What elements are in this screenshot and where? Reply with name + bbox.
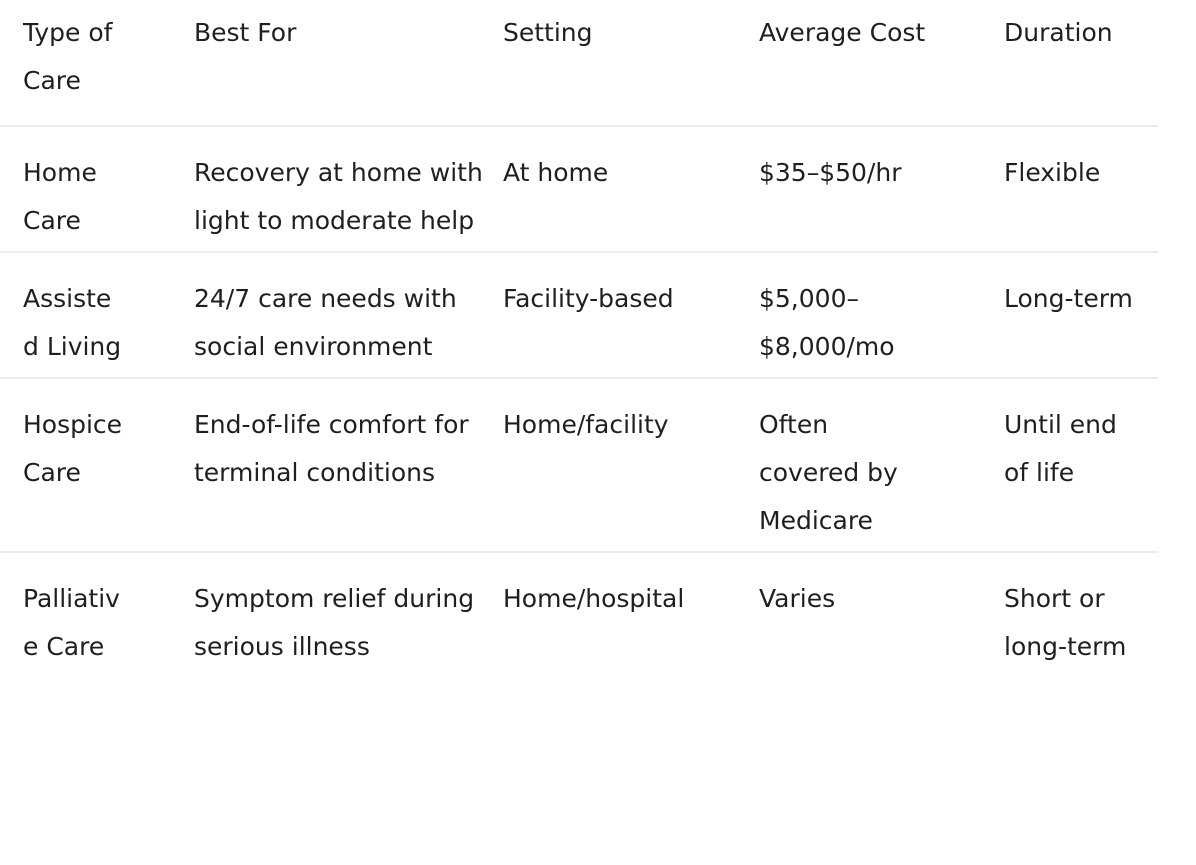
cell-average-cost: $35–$50/hr <box>759 158 902 187</box>
cell-best-for: Symptom relief during serious illness <box>194 584 475 661</box>
cell-duration: Until end of life <box>1004 410 1117 487</box>
cell-setting: Home/facility <box>503 410 669 439</box>
header-row <box>0 0 1158 126</box>
cell-setting: At home <box>503 158 609 187</box>
table-row <box>0 252 1158 378</box>
table-row <box>0 378 1158 552</box>
cell-type: Assisted Living <box>23 284 122 361</box>
cell-duration: Long-term <box>1004 284 1133 313</box>
cell-type: Palliative Care <box>23 584 120 661</box>
table-row <box>0 552 1158 671</box>
cell-duration: Short or long-term <box>1004 584 1127 661</box>
cell-best-for: Recovery at home with light to moderate help <box>194 158 483 235</box>
table-header <box>0 0 1158 126</box>
cell-duration: Flexible <box>1004 158 1101 187</box>
cell-type: Home Care <box>23 158 97 235</box>
header-best-for: Best For <box>194 18 297 47</box>
cell-average-cost: $5,000–$8,000/mo <box>759 284 895 361</box>
header-average-cost: Average Cost <box>759 18 926 47</box>
table-body <box>0 126 1158 671</box>
table-row <box>0 126 1158 252</box>
cell-average-cost: Varies <box>759 584 836 613</box>
cell-setting: Facility-based <box>503 284 674 313</box>
cell-type: Hospice Care <box>23 410 123 487</box>
header-type-of-care: Type of Care <box>23 18 113 95</box>
cell-setting: Home/hospital <box>503 584 685 613</box>
header-setting: Setting <box>503 18 593 47</box>
cell-best-for: 24/7 care needs with social environment <box>194 284 457 361</box>
header-duration: Duration <box>1004 18 1113 47</box>
cell-best-for: End-of-life comfort for terminal conditions <box>194 410 469 487</box>
cell-average-cost: Often covered by Medicare <box>759 410 898 535</box>
